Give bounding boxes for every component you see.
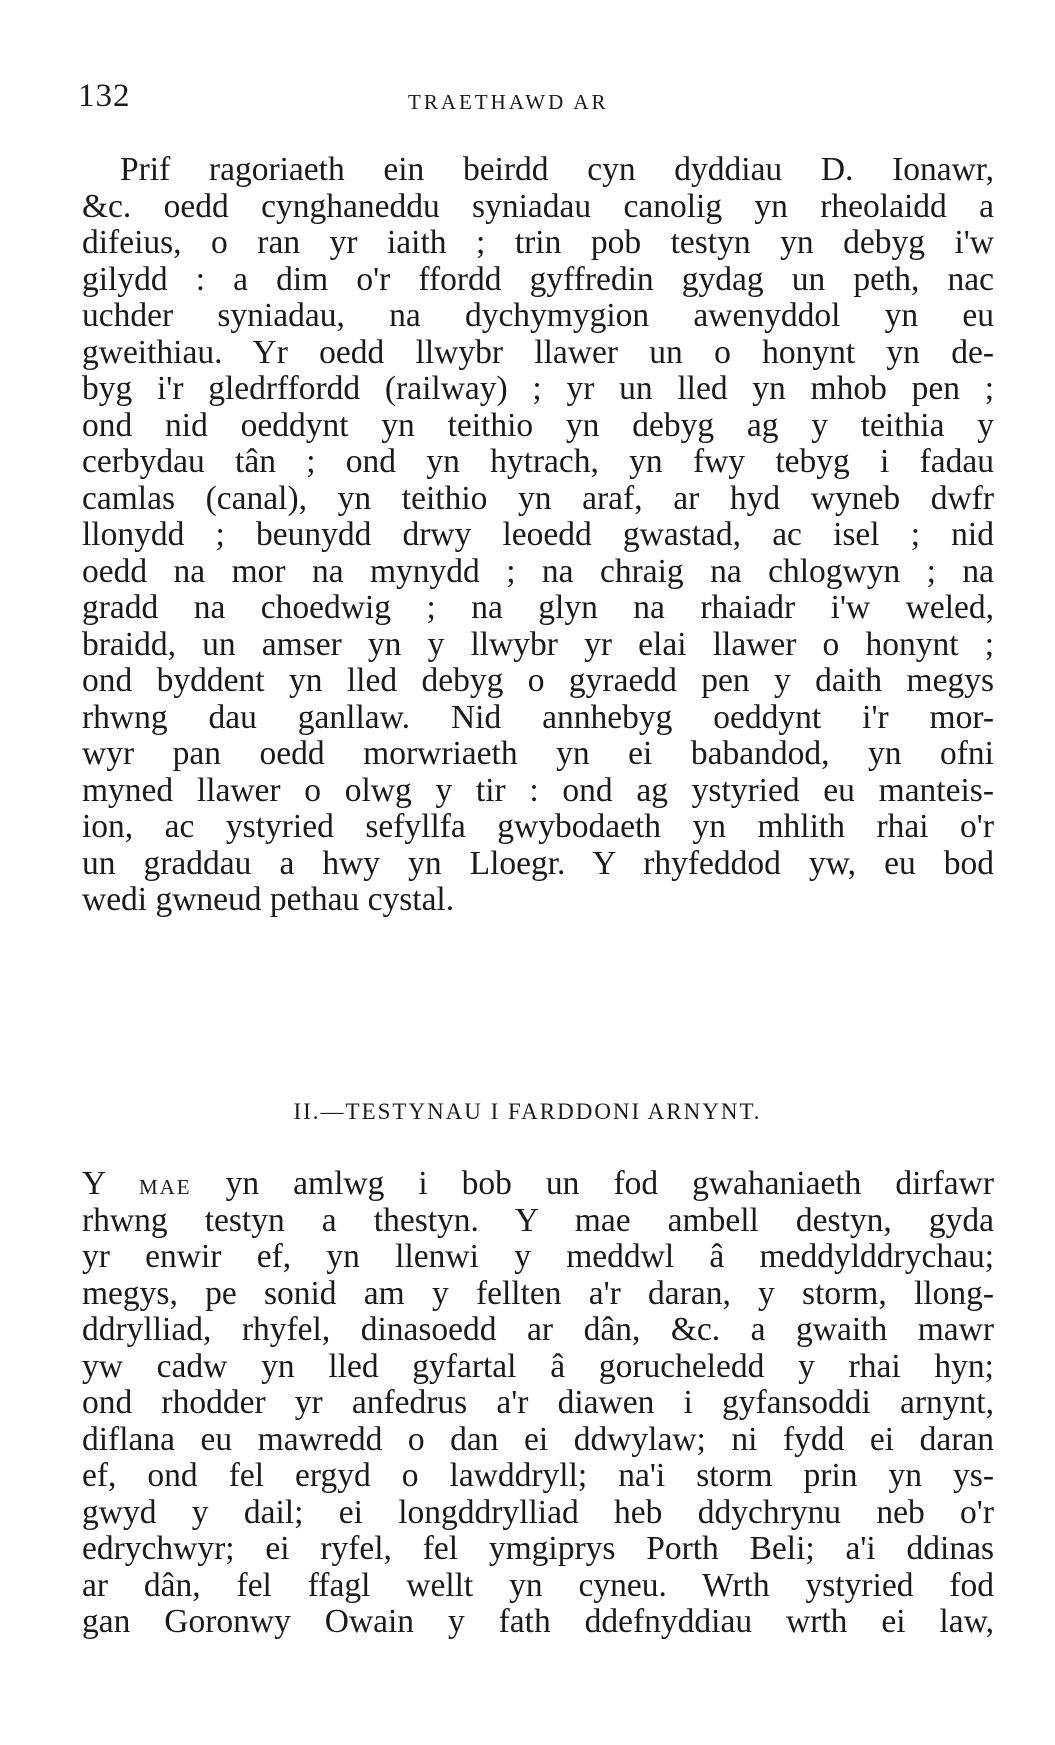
text-line: ddrylliad, rhyfel, dinasoedd ar dân, &c. a gwaith mawr xyxy=(82,1311,994,1348)
running-head xyxy=(78,78,998,118)
text-line: uchder syniadau, na dychymygion awenyddol yn eu xyxy=(82,297,994,334)
paragraph-lead-smallcaps: MAE xyxy=(138,1175,192,1199)
text-line: ond rhodder yr anfedrus a'r diawen i gyfansoddi arnynt, xyxy=(82,1384,994,1421)
text-line: un graddau a hwy yn Lloegr. Y rhyfeddod yw, eu bod xyxy=(82,844,994,882)
text-line: &c. oedd cynghaneddu syniadau canolig yn rheolaidd a xyxy=(82,187,994,225)
text-line: gweithiau. Yr oedd llwybr llawer un o honynt yn de- xyxy=(82,333,994,371)
text-line: camlas (canal), yn teithio yn araf, ar hyd wyneb dwfr xyxy=(82,479,994,517)
text-line: byg i'r gledrffordd (railway) ; yr un lled yn mhob pen ; xyxy=(82,370,994,407)
text-line: ar dân, fel ffagl wellt yn cyneu. Wrth ystyried fod xyxy=(82,1566,994,1604)
section-heading: II.—TESTYNAU I FARDDONI ARNYNT. xyxy=(293,1099,762,1124)
text-line: wedi gwneud pethau cystal. xyxy=(82,881,455,918)
text-line: rhwng dau ganllaw. Nid annhebyg oeddynt i'r mor- xyxy=(82,698,994,736)
first-line-rest: yn amlwg i bob un fod gwahaniaeth dirfawr xyxy=(191,1165,994,1202)
text-line: wyr pan oedd morwriaeth yn ei babandod, yn ofni xyxy=(82,735,994,772)
text-line: myned llawer o olwg y tir : ond ag ystyried eu manteis- xyxy=(82,771,994,809)
text-line: difeius, o ran yr iaith ; trin pob testyn yn debyg i'w xyxy=(82,224,994,261)
text-line: yr enwir ef, yn llenwi y meddwl â meddylddrychau; xyxy=(82,1238,994,1275)
text-line: gilydd : a dim o'r ffordd gyffredin gydag un peth, nac xyxy=(82,260,994,298)
text-line: Prif ragoriaeth ein beirdd cyn dyddiau D. Ionawr, xyxy=(120,151,994,188)
text-line: ond byddent yn lled debyg o gyraedd pen y daith megys xyxy=(82,662,994,699)
text-line: gwyd y dail; ei longddrylliad heb ddychrynu neb o'r xyxy=(82,1493,994,1531)
text-line: braidd, un amser yn y llwybr yr elai llawer o honynt ; xyxy=(82,625,994,663)
text-line: oedd na mor na mynydd ; na chraig na chlogwyn ; na xyxy=(82,552,994,590)
text-line: llonydd ; beunydd drwy leoedd gwastad, ac isel ; nid xyxy=(82,516,994,553)
text-line: rhwng testyn a thestyn. Y mae ambell destyn, gyda xyxy=(82,1201,994,1239)
text-line xyxy=(82,1166,994,1203)
paragraph-one xyxy=(82,152,994,919)
paragraph-lead: Y xyxy=(82,1165,105,1202)
page-number: 132 xyxy=(78,78,131,114)
text-line: gan Goronwy Owain y fath ddefnyddiau wrth ei law, xyxy=(82,1603,994,1640)
running-title: TRAETHAWD AR xyxy=(408,90,609,114)
text-line: yw cadw yn lled gyfartal â gorucheledd y rhai hyn; xyxy=(82,1347,994,1385)
text-line: ond nid oeddynt yn teithio yn debyg ag y teithia y xyxy=(82,406,994,444)
text-line: cerbydau tân ; ond yn hytrach, yn fwy tebyg i fadau xyxy=(82,443,994,480)
paragraph-two xyxy=(82,1166,994,1641)
text-line: edrychwyr; ei ryfel, fel ymgiprys Porth Beli; a'i ddinas xyxy=(82,1530,994,1567)
text-line: ef, ond fel ergyd o lawddryll; na'i storm prin yn ys- xyxy=(82,1457,994,1494)
text-line: ion, ac ystyried sefyllfa gwybodaeth yn mhlith rhai o'r xyxy=(82,808,994,845)
text-line: megys, pe sonid am y fellten a'r daran, y storm, llong- xyxy=(82,1274,994,1312)
text-line: diflana eu mawredd o dan ei ddwylaw; ni fydd ei daran xyxy=(82,1420,994,1458)
text-line: gradd na choedwig ; na glyn na rhaiadr i'w weled, xyxy=(82,589,994,626)
